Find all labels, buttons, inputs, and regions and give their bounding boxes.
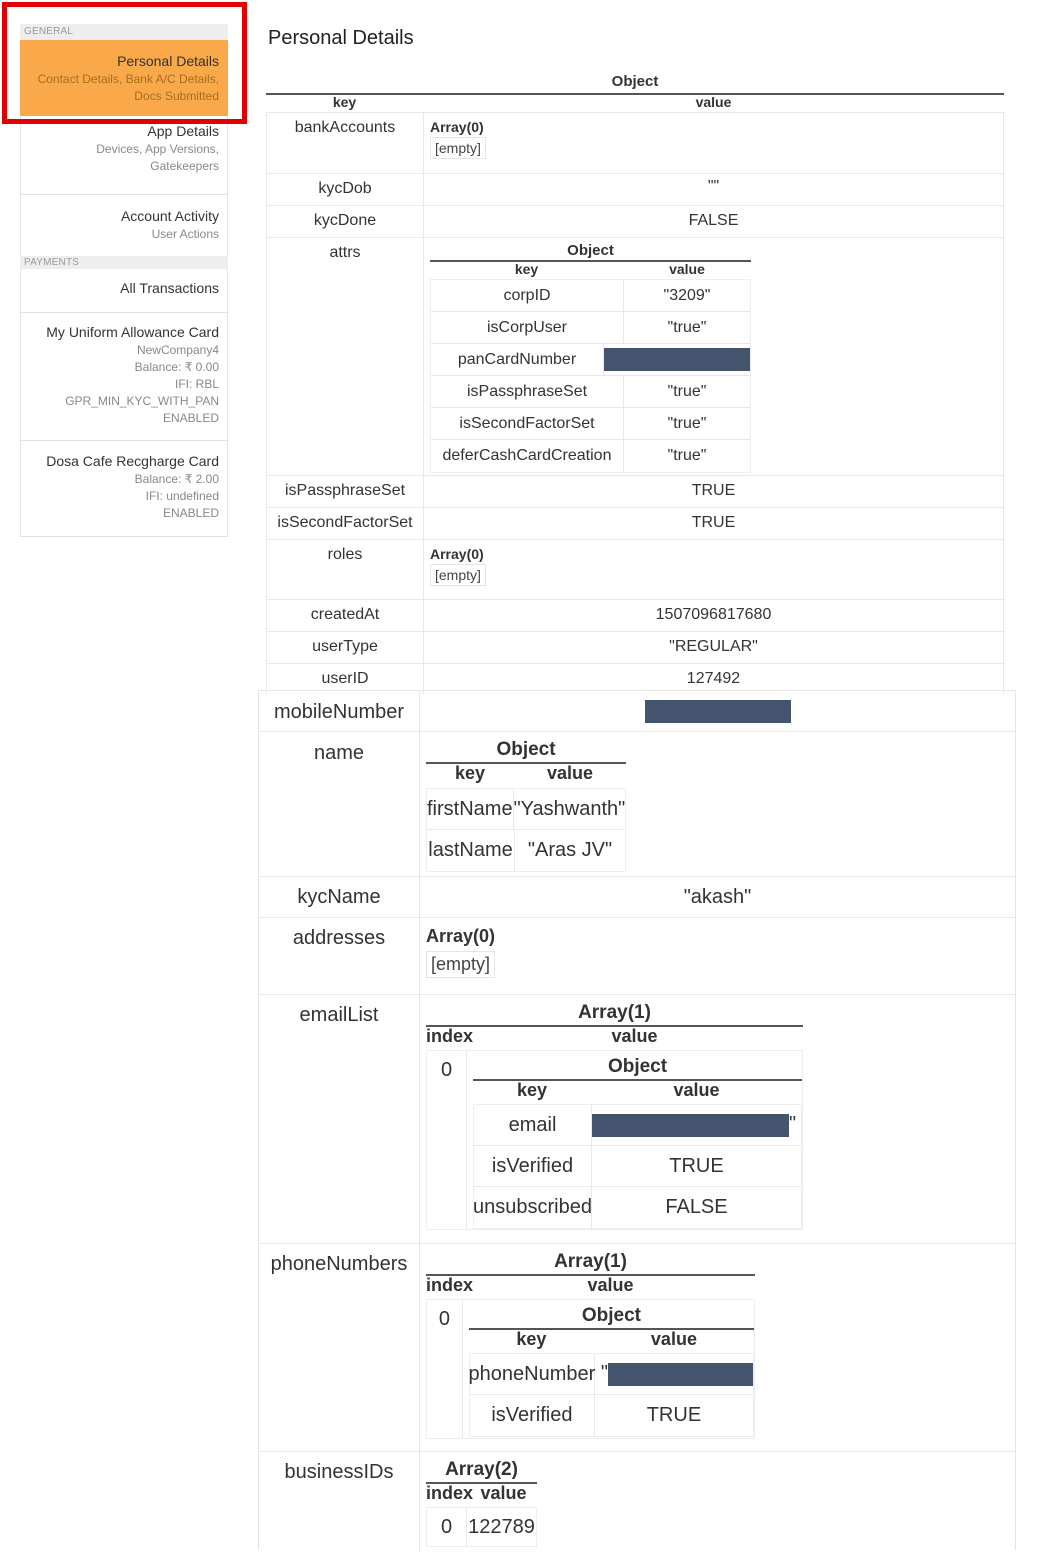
redacted-value xyxy=(645,700,791,723)
row-key: isVerified xyxy=(470,1395,595,1436)
redacted-value xyxy=(604,348,750,371)
table-row xyxy=(267,113,1003,174)
table-row xyxy=(259,877,1015,918)
table-row xyxy=(259,995,1015,1244)
row-key: firstName xyxy=(427,789,514,829)
table-row xyxy=(431,376,750,408)
sidebar-item-account-activity[interactable] xyxy=(20,195,228,256)
value-header: value xyxy=(611,1026,658,1046)
row-value: "REGULAR" xyxy=(669,638,758,655)
empty-array: [empty] xyxy=(430,137,486,159)
table-row xyxy=(267,174,1003,206)
table-row xyxy=(474,1187,801,1228)
sidebar-item-title: Personal Details xyxy=(117,53,219,69)
row-value: TRUE xyxy=(669,1154,724,1177)
index-header: index xyxy=(426,1026,474,1046)
table-row xyxy=(427,789,625,830)
row-key: addresses xyxy=(259,918,420,994)
array-caption: Array(1) xyxy=(426,1003,803,1027)
row-key: userID xyxy=(267,664,424,694)
card-kyc-status: GPR_MIN_KYC_WITH_PAN xyxy=(65,394,219,408)
nested-table xyxy=(469,1353,754,1437)
row-value: "" xyxy=(707,178,720,195)
row-key: unsubscribed xyxy=(474,1187,592,1228)
row-key: kycName xyxy=(259,877,420,917)
sidebar-item-personal-details[interactable] xyxy=(20,40,228,116)
table-row xyxy=(267,206,1003,238)
table-row xyxy=(474,1105,801,1146)
row-value: 127492 xyxy=(686,670,741,687)
card-balance: Balance: ₹ 0.00 xyxy=(134,360,219,374)
row-value: "true" xyxy=(667,447,707,464)
value-header: value xyxy=(480,1483,527,1503)
row-value: FALSE xyxy=(665,1196,728,1218)
key-header: key xyxy=(454,763,486,783)
redacted-value xyxy=(608,1363,753,1386)
row-key: kycDob xyxy=(267,174,424,205)
array-index: 0 xyxy=(427,1508,467,1546)
table-row xyxy=(470,1395,753,1436)
row-value: TRUE xyxy=(691,514,736,531)
array-index: 0 xyxy=(427,1300,463,1438)
card-status: ENABLED xyxy=(162,506,219,520)
table-row xyxy=(267,238,1003,476)
sidebar-item-app-details[interactable] xyxy=(20,116,228,195)
row-value: "3209" xyxy=(663,286,711,304)
row-key: businessIDs xyxy=(259,1452,420,1552)
row-key: phoneNumber xyxy=(470,1354,595,1394)
value-header: value xyxy=(587,1275,634,1295)
row-value: TRUE xyxy=(691,482,736,499)
table-row xyxy=(259,732,1015,877)
sidebar-item-subtitle: Devices, App Versions, xyxy=(96,142,219,156)
sidebar-item-subtitle: Contact Details, Bank A/C Details, xyxy=(37,72,219,86)
table-row xyxy=(431,408,750,440)
row-key: emailList xyxy=(259,995,420,1243)
row-key: roles xyxy=(267,540,424,599)
key-header: key xyxy=(514,261,539,277)
row-value: FALSE xyxy=(688,212,739,229)
sidebar-item-title: Account Activity xyxy=(120,208,219,224)
sidebar xyxy=(20,24,228,537)
row-key: isSecondFactorSet xyxy=(267,508,424,539)
table-row xyxy=(474,1146,801,1187)
row-key: isSecondFactorSet xyxy=(431,408,624,439)
row-key: isVerified xyxy=(474,1146,592,1186)
row-value: "true" xyxy=(667,382,707,400)
object-inspector xyxy=(266,74,1004,694)
row-key: kycDone xyxy=(267,206,424,237)
nested-object-caption: Object xyxy=(469,1306,754,1330)
key-header: key xyxy=(516,1080,548,1100)
nested-object-caption: Object xyxy=(430,243,751,262)
table-row xyxy=(267,508,1003,540)
table-row xyxy=(267,476,1003,508)
array-label: Array(0) xyxy=(426,926,496,946)
key-header: key xyxy=(332,94,357,110)
card-company: NewCompany4 xyxy=(136,343,219,357)
row-value: 122789 xyxy=(468,1515,535,1538)
value-quote: " xyxy=(789,1113,797,1136)
table-row xyxy=(259,1452,1015,1552)
row-value: "Yashwanth" xyxy=(513,797,626,820)
table-row xyxy=(267,540,1003,600)
sidebar-item-all-transactions[interactable] xyxy=(20,269,228,313)
value-header: value xyxy=(695,94,732,110)
table-row xyxy=(427,830,625,871)
table-row xyxy=(259,690,1015,732)
row-key: deferCashCardCreation xyxy=(431,440,624,472)
key-header: key xyxy=(516,1329,547,1349)
row-value: "Aras JV" xyxy=(527,839,613,861)
value-quote: " xyxy=(600,1362,608,1385)
empty-array: [empty] xyxy=(426,951,495,978)
index-header: index xyxy=(426,1483,474,1503)
row-key: panCardNumber xyxy=(431,344,604,375)
value-header: value xyxy=(650,1329,697,1349)
array-label: Array(0) xyxy=(430,119,484,135)
value-header: value xyxy=(546,763,594,783)
table-row xyxy=(267,600,1003,632)
array-label: Array(0) xyxy=(430,546,484,562)
table-row xyxy=(431,312,750,344)
array-caption: Array(1) xyxy=(426,1252,755,1276)
table-row xyxy=(259,918,1015,995)
row-key: attrs xyxy=(267,238,424,475)
sidebar-item-subtitle: Docs Submitted xyxy=(134,89,219,103)
section-header-general: GENERAL xyxy=(20,24,228,40)
row-key: isPassphraseSet xyxy=(431,376,624,407)
row-key: name xyxy=(259,732,420,876)
card-balance: Balance: ₹ 2.00 xyxy=(134,472,219,486)
nested-table xyxy=(426,1050,803,1230)
nested-object-caption: Object xyxy=(426,740,626,764)
array-caption: Array(2) xyxy=(426,1460,537,1484)
row-key: corpID xyxy=(431,280,624,311)
row-key: mobileNumber xyxy=(259,691,420,731)
row-value: "true" xyxy=(667,318,707,336)
sidebar-item-uniform-card[interactable] xyxy=(20,313,228,441)
nested-table xyxy=(426,788,626,872)
row-key: bankAccounts xyxy=(267,113,424,173)
sidebar-item-title: App Details xyxy=(147,123,219,139)
nested-table xyxy=(430,279,751,473)
page-title: Personal Details xyxy=(268,27,414,49)
table-row xyxy=(267,632,1003,664)
array-index: 0 xyxy=(427,1051,467,1229)
card-ifi: IFI: undefined xyxy=(145,489,219,503)
sidebar-item-title: My Uniform Allowance Card xyxy=(46,324,219,340)
section-header-payments: PAYMENTS xyxy=(20,256,228,269)
index-header: index xyxy=(426,1275,474,1295)
table-row xyxy=(259,1244,1015,1452)
card-status: ENABLED xyxy=(162,411,219,425)
row-key: isCorpUser xyxy=(431,312,624,343)
sidebar-item-subtitle: Gatekeepers xyxy=(150,159,219,173)
nested-table xyxy=(473,1104,802,1229)
value-header: value xyxy=(673,1080,720,1100)
row-key: userType xyxy=(267,632,424,663)
object-inspector-continued xyxy=(258,690,1016,1550)
table-row xyxy=(431,440,750,472)
card-ifi: IFI: RBL xyxy=(174,377,219,391)
nested-table xyxy=(426,1299,755,1439)
row-value: "akash" xyxy=(683,886,752,908)
row-key: createdAt xyxy=(267,600,424,631)
sidebar-item-title: Dosa Cafe Recgharge Card xyxy=(46,453,219,469)
nested-object-caption: Object xyxy=(473,1057,802,1081)
table-row xyxy=(431,344,750,376)
redacted-value xyxy=(592,1114,789,1137)
table-row xyxy=(431,280,750,312)
row-value: 1507096817680 xyxy=(655,606,772,623)
row-key: phoneNumbers xyxy=(259,1244,420,1451)
sidebar-item-dosa-card[interactable] xyxy=(20,441,228,537)
sidebar-item-subtitle: User Actions xyxy=(151,227,219,241)
empty-array: [empty] xyxy=(430,564,486,586)
row-value: TRUE xyxy=(646,1404,702,1426)
row-value: "true" xyxy=(667,414,707,432)
object-caption: Object xyxy=(266,74,1004,95)
nested-table xyxy=(426,1507,537,1547)
row-key: isPassphraseSet xyxy=(267,476,424,507)
value-header: value xyxy=(669,261,705,277)
sidebar-item-title: All Transactions xyxy=(120,280,219,296)
row-key: email xyxy=(474,1105,592,1145)
row-key: lastName xyxy=(427,830,515,871)
table-row xyxy=(470,1354,753,1395)
table-row xyxy=(427,1508,536,1546)
